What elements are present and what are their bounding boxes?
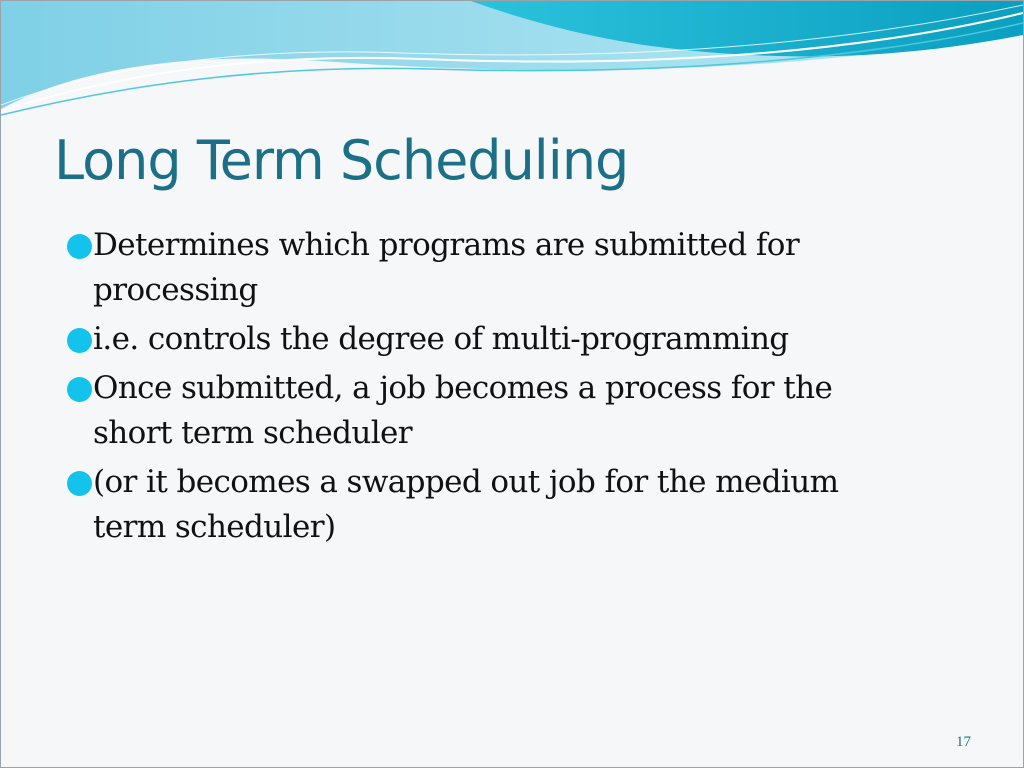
bullet-item [67, 460, 927, 550]
bullet-text-line2: short term scheduler [93, 415, 413, 451]
page-number: 17 [956, 734, 971, 750]
bullet-text-line1: Once submitted, a job becomes a process for the [93, 370, 833, 406]
bullet-list [67, 223, 927, 554]
slide-title: Long Term Scheduling [54, 129, 629, 192]
bullet-dot-icon [67, 234, 92, 259]
bullet-dot-icon [67, 471, 92, 496]
bullet-dot-icon [67, 328, 92, 353]
bullet-text-line1: (or it becomes a swapped out job for the medium [93, 464, 839, 500]
bullet-item [67, 317, 927, 362]
header-wave-banner [1, 1, 1023, 121]
bullet-text-line1: Determines which programs are submitted for [93, 227, 800, 263]
bullet-text-line2: term scheduler) [93, 509, 336, 545]
bullet-item [67, 223, 927, 313]
bullet-text-line2: processing [93, 272, 258, 308]
bullet-dot-icon [67, 377, 92, 402]
bullet-text-line1: i.e. controls the degree of multi-programming [93, 321, 789, 357]
bullet-item [67, 366, 927, 456]
